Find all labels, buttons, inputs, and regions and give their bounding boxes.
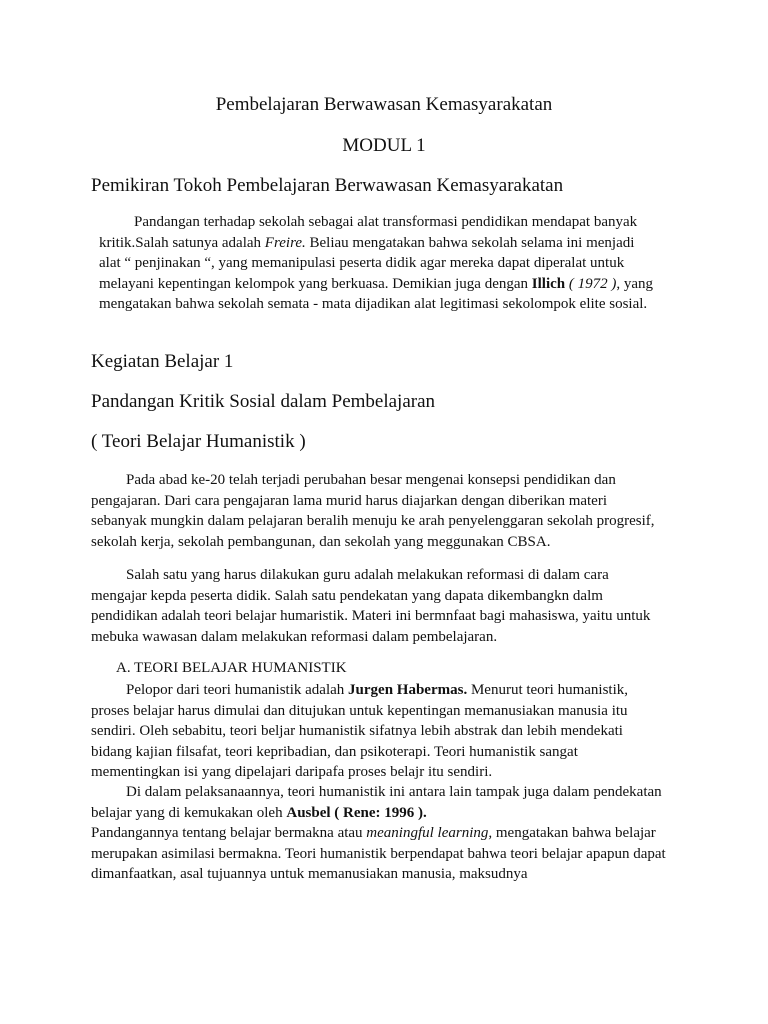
paragraph-4-text-a: Di dalam pelaksanaannya, teori humanistik ini antara lain tampak juga dalam pendekatan belajar yang di kemukakan oleh [91,784,662,821]
freire-name: Freire. [264,234,306,251]
illich-year: ( 1972 ) [565,275,617,292]
paragraph-2-text: Salah satu yang harus dilakukan guru adalah melakukan reformasi di dalam cara mengajar kepda peserta didik. Salah satu pendekatan yang dapata dikembangkn dalm pendidikan adalah teori belajar humaristik. Materi ini bermnfaat bagi mahasiswa, yaitu untuk mebuka wawasan dalam melakukan reformasi dalam pembelajaran. [91,567,651,645]
paragraph-5-text-b: mengatakan bahwa belajar merupakan asimilasi bermakna. Teori humanistik berpendapat bahwa teori belajar apapun dapat dimanfaatkan, asal tujuannya untuk memanusiakan manusia, maksudnya [91,825,666,883]
intro-text-c: , yang mengatakan bahwa sekolah semata - mata dijadikan alat legitimasi sekolompok elite sosial. [99,275,654,313]
kegiatan-heading: Kegiatan Belajar 1 [91,351,234,372]
theory-heading: ( Teori Belajar Humanistik ) [91,431,306,452]
intro-paragraph [99,212,659,315]
paragraph-4 [91,782,666,823]
intro-text-a: Pandangan terhadap sekolah sebagai alat transformasi pendidikan mendapat banyak kritik.Salah satunya adalah [99,214,638,251]
ausbel-name: Ausbel ( Rene: 1996 ). [286,804,427,821]
habermas-name: Jurgen Habermas. [348,682,468,698]
paragraph-3 [91,680,666,783]
paragraph-1-text: Pada abad ke-20 telah terjadi perubahan besar mengenai konsepsi pendidikan dan pengajaran. Dari cara pengajaran lama murid harus diajarkan dengan diberikan materi sebanyak mungkin dalam pelajaran beralih menuju ke arah penyelenggaran sekolah progresif, sekolah kerja, sekolah pembangunan, dan sekolah yang meggunakan CBSA. [91,472,655,550]
paragraph-2 [91,565,666,647]
intro-text-b: Beliau mengatakan bahwa sekolah selama ini menjadi alat “ penjinakan “, yang memanipulasi peserta didik agar mereka dapat diperalat untuk melayani kepentingan kelompok yang berkuasa. Demikian juga dengan [99,234,635,292]
meaningful-term: meaningful learning, [366,825,493,841]
paragraph-5-text-a: Pandangannya tentang belajar bermakna atau [91,825,367,841]
kegiatan-subheading: Pandangan Kritik Sosial dalam Pembelajaran [91,391,436,412]
main-heading: Pemikiran Tokoh Pembelajaran Berwawasan Kemasyarakatan [91,175,564,196]
paragraph-1 [91,470,666,552]
document-title: Pembelajaran Berwawasan Kemasyarakatan [215,94,553,115]
paragraph-5 [91,823,666,885]
paragraph-3-text-b: Menurut teori humanistik, proses belajar harus dimulai dan ditujukan untuk kepentingan memanusiakan manusia itu sendiri. Oleh sebabitu, teori beljar humanistik sifatnya lebih abstrak dan lebih mendekati bidang kajian filsafat, teori kepribadian, dan psikoterapi. Teori humanistik sangat mementingkan isi yang dipelajari daripafa proses belajr itu sendiri. [91,682,629,781]
illich-name: Illich [531,275,566,292]
module-label: MODUL 1 [342,135,426,156]
section-a-heading: A. TEORI BELAJAR HUMANISTIK [116,660,347,676]
paragraph-3-text-a: Pelopor dari teori humanistik adalah [126,682,349,698]
